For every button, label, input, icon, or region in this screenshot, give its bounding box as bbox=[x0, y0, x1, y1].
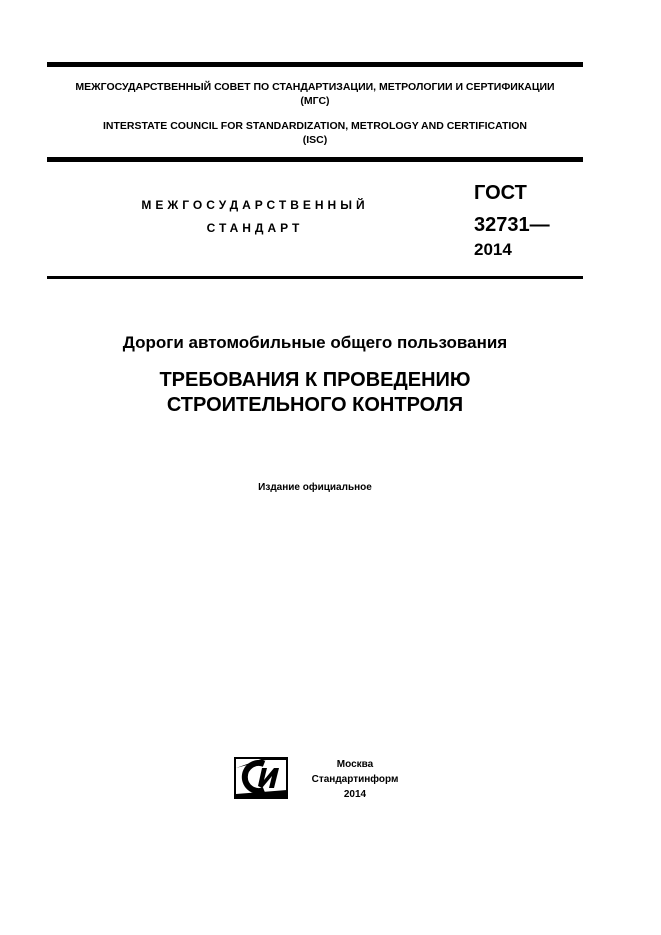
edition-note: Издание официальное bbox=[258, 482, 372, 493]
standartinform-logo-icon bbox=[234, 756, 288, 800]
document-title-line1: ТРЕБОВАНИЯ К ПРОВЕДЕНИЮ bbox=[159, 369, 471, 391]
gost-number: 32731— bbox=[474, 214, 550, 236]
middle-rule bbox=[47, 157, 583, 162]
council-abbr-en: (ISC) bbox=[302, 134, 328, 146]
publisher-year: 2014 bbox=[343, 789, 367, 800]
council-name-ru bbox=[47, 80, 583, 108]
publisher-name: Стандартинформ bbox=[311, 774, 399, 785]
document-title-line2: СТРОИТЕЛЬНОГО КОНТРОЛЯ bbox=[166, 394, 464, 416]
top-rule bbox=[47, 62, 583, 67]
council-name-en bbox=[47, 119, 583, 147]
council-name-en-line1: INTERSTATE COUNCIL FOR STANDARDIZATION, METROLOGY AND CERTIFICATION bbox=[102, 120, 528, 132]
bottom-rule bbox=[47, 276, 583, 279]
document-subtitle: Дороги автомобильные общего пользования bbox=[122, 333, 508, 352]
council-abbr-ru: (МГС) bbox=[300, 95, 330, 107]
gost-year: 2014 bbox=[474, 240, 512, 259]
gost-label: ГОСТ bbox=[474, 182, 527, 204]
publisher-city: Москва bbox=[336, 759, 374, 770]
standard-type-line2: СТАНДАРТ bbox=[206, 221, 304, 235]
council-name-ru-line1: МЕЖГОСУДАРСТВЕННЫЙ СОВЕТ ПО СТАНДАРТИЗАЦИИ, МЕТРОЛОГИИ И СЕРТИФИКАЦИИ bbox=[75, 81, 555, 93]
standard-type-line1: МЕЖГОСУДАРСТВЕННЫЙ bbox=[141, 198, 369, 212]
